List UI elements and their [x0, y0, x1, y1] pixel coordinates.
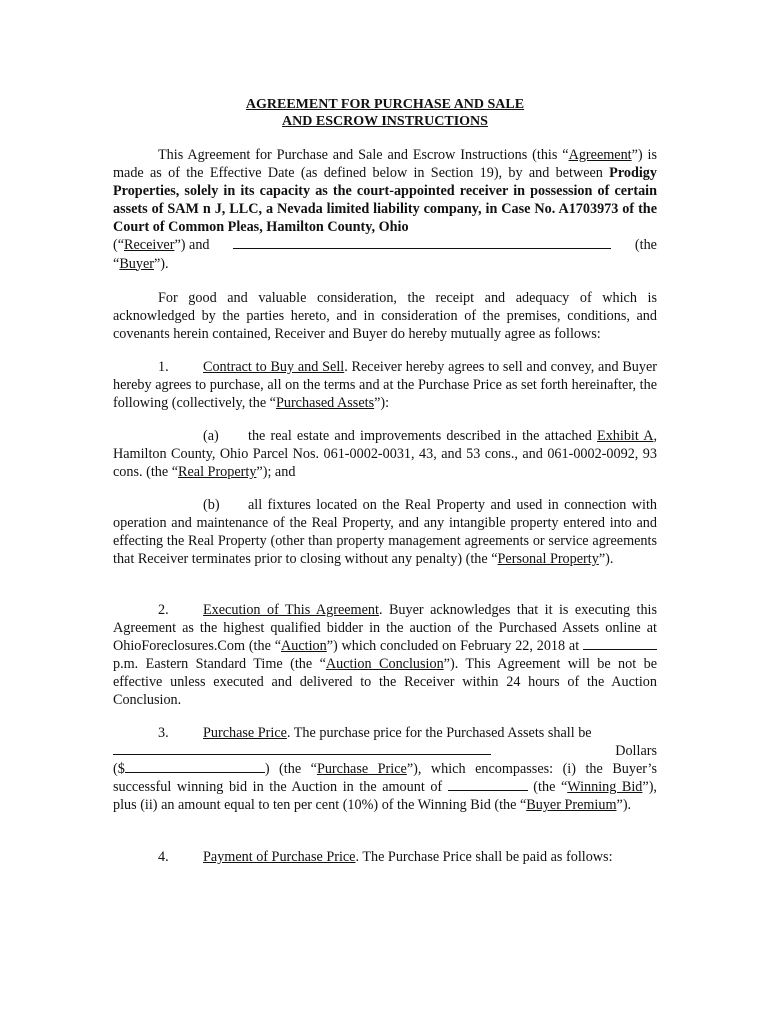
section-3-number: 3.: [158, 725, 169, 741]
buyer-term: Buyer: [119, 255, 154, 272]
exhibit-a-link: Exhibit A: [597, 428, 654, 444]
buyer-close: ”).: [154, 255, 169, 272]
consideration-text: For good and valuable consideration, the receipt and adequacy of which is acknowledged by the parties hereto, and in consideration of the premises, conditions, and covenants herein contained, Receiver and Buyer do hereby mutually agree as follows:: [113, 290, 657, 343]
dollars-label: Dollars: [615, 743, 657, 760]
section-3-end: ”).: [616, 797, 632, 814]
buyer-name-blank[interactable]: [233, 236, 611, 249]
item-a: [113, 427, 657, 481]
auction-term: Auction: [281, 638, 327, 655]
item-a-text-1: the real estate and improvements described in the attached: [248, 428, 598, 444]
section-1-text: . Receiver hereby agrees to sell and convey, and Buyer hereby agrees to purchase, all on the terms and at the Purchase Price as set forth hereinafter, the following (collectively, the “: [113, 359, 657, 412]
section-3-heading: Purchase Price: [203, 725, 287, 741]
section-3-body: [113, 760, 657, 814]
item-a-label: (a): [203, 428, 219, 444]
section-4-text: . The Purchase Price shall be paid as follows:: [355, 849, 613, 865]
intro-paragraph: [113, 146, 657, 273]
section-1-heading: Contract to Buy and Sell: [203, 359, 345, 375]
section-2-number: 2.: [158, 602, 169, 618]
consideration-paragraph: [113, 289, 657, 343]
price-words-line: [113, 742, 657, 760]
purchase-price-amount-blank[interactable]: [125, 760, 265, 773]
winning-bid-term: Winning Bid: [567, 779, 643, 796]
section-3: [113, 724, 657, 814]
section-4: [113, 848, 657, 866]
and-text: ”) and: [174, 237, 210, 254]
section-2-text-3: p.m. Eastern Standard Time (the “: [113, 656, 326, 673]
section-3-text-1: . The purchase price for the Purchased Assets shall be: [286, 725, 592, 741]
section-2-heading: Execution of This Agreement: [203, 602, 379, 618]
auction-time-blank[interactable]: [583, 637, 657, 650]
document-title-line-1: AGREEMENT FOR PURCHASE AND SALE: [245, 97, 525, 112]
auction-conclusion-term: Auction Conclusion: [325, 656, 444, 673]
section-2: [113, 601, 657, 710]
receiver-term: Receiver: [124, 237, 175, 254]
purchase-price-words-blank[interactable]: [113, 742, 491, 755]
section-3-text-4: (the “: [527, 779, 568, 796]
section-3-text-5: ”), plus (ii) an amount equal to ten per cent (10%) of the Winning Bid (the “: [113, 779, 657, 814]
buyer-premium-term: Buyer Premium: [526, 797, 617, 814]
item-b-text-1: all fixtures located on the Real Property and used in connection with operation and maintenance of the Real Property, and any intangible property entered into and effecting the Real Property (other than property management agreements or service agreements that Receiver terminates prior to closing without any penalty) (the “: [113, 497, 657, 568]
section-1-end: ”):: [374, 395, 390, 412]
section-4-number: 4.: [158, 849, 169, 865]
personal-property-term: Personal Property: [497, 551, 599, 568]
section-2-text-2: ”) which concluded on February 22, 2018 at: [326, 638, 583, 655]
section-2-text-1: . Buyer acknowledges that it is executing this Agreement as the highest qualified bidder in the auction of the Purchased Assets online at OhioForeclosures.Com (the “: [113, 602, 658, 655]
intro-text-2: ”) is made as of the Effective Date (as defined below in Section 19), by and between: [113, 147, 657, 182]
intro-text-1: This Agreement for Purchase and Sale and Escrow Instructions (this “: [158, 147, 569, 163]
receiver-description: Prodigy Properties, solely in its capacity as the court-appointed receiver in possession of certain assets of SAM n J, LLC, a Nevada limited liability company, in Case No. A1703973 of the Court of Common Pleas, Hamilton County, Ohio: [113, 165, 657, 236]
receiver-buyer-line: [113, 236, 657, 254]
the-text: (the: [634, 237, 657, 254]
section-1: [113, 358, 657, 412]
real-property-term: Real Property: [178, 464, 257, 481]
section-1-number: 1.: [158, 359, 169, 375]
item-a-end: ”); and: [256, 464, 296, 481]
item-b-label: (b): [203, 497, 220, 513]
section-4-heading: Payment of Purchase Price: [203, 849, 356, 865]
item-a-text-2: , Hamilton County, Ohio Parcel Nos. 061-0002-0031, 43, and 53 cons., and 061-0002-0092, 93 cons. (the “: [113, 428, 657, 481]
section-3-text-2: ) (the “: [264, 761, 317, 778]
agreement-term: Agreement: [568, 147, 632, 163]
purchase-price-term: Purchase Price: [316, 761, 407, 778]
purchased-assets-term: Purchased Assets: [275, 395, 375, 412]
item-b-end: ”).: [598, 551, 614, 568]
open-quote: (“: [113, 237, 125, 254]
winning-bid-blank[interactable]: [448, 778, 528, 791]
item-b: [113, 496, 657, 568]
section-3-text-3: ”), which encompasses: (i) the Buyer’s successful winning bid in the Auction in the amount of: [113, 761, 657, 796]
section-2-text-4: ”). This Agreement will be not be effective unless executed and delivered to the Receiver within 24 hours of the Auction Conclusion.: [113, 656, 658, 709]
buyer-open-quote: “: [113, 255, 120, 272]
dollar-open: ($: [113, 761, 125, 778]
document-title-line-2: AND ESCROW INSTRUCTIONS: [282, 114, 488, 129]
